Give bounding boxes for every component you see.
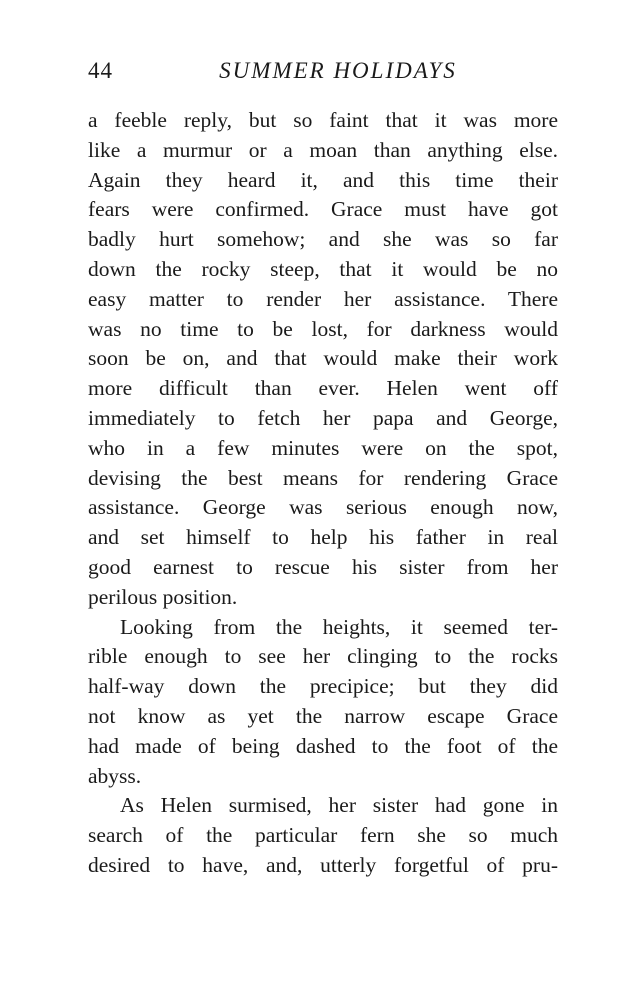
- text-line: fears were confirmed. Grace must have got: [88, 197, 558, 222]
- text-line: good earnest to rescue his sister from her: [88, 554, 558, 579]
- running-head: SUMMER HOLIDAYS: [219, 58, 457, 83]
- text-line: abyss.: [88, 763, 142, 788]
- text-line: not know as yet the narrow escape Grace: [88, 703, 558, 728]
- text-line: Looking from the heights, it seemed ter-: [120, 614, 558, 639]
- text-line: half-way down the precipice; but they did: [88, 674, 558, 699]
- text-line: rible enough to see her clinging to the rocks: [88, 644, 558, 669]
- text-line: devising the best means for rendering Grace: [88, 465, 558, 490]
- text-line: who in a few minutes were on the spot,: [88, 435, 558, 460]
- text-line: easy matter to render her assistance. There: [88, 286, 558, 311]
- text-line: Again they heard it, and this time their: [88, 167, 558, 192]
- text-line: was no time to be lost, for darkness would: [88, 316, 558, 341]
- page-header: [88, 58, 558, 92]
- text-line: As Helen surmised, her sister had gone in: [120, 793, 558, 818]
- text-line: and set himself to help his father in real: [88, 525, 558, 550]
- text-line: desired to have, and, utterly forgetful of pru-: [88, 852, 558, 877]
- page-number: 44: [88, 58, 113, 83]
- text-line: immediately to fetch her papa and George,: [88, 405, 558, 430]
- text-line: search of the particular fern she so much: [88, 823, 558, 848]
- text-line: perilous position.: [88, 584, 238, 609]
- text-line: more difficult than ever. Helen went off: [88, 376, 558, 401]
- text-line: a feeble reply, but so faint that it was more: [88, 108, 558, 132]
- text-line: assistance. George was serious enough now,: [88, 495, 558, 520]
- paragraph: [88, 106, 558, 613]
- paragraph: [88, 791, 558, 880]
- text-line: down the rocky steep, that it would be no: [88, 256, 558, 281]
- text-line: badly hurt somehow; and she was so far: [88, 227, 558, 252]
- text-line: had made of being dashed to the foot of the: [88, 733, 558, 758]
- text-line: soon be on, and that would make their work: [88, 346, 558, 371]
- body-text: [88, 106, 558, 881]
- text-line: like a murmur or a moan than anything else.: [88, 137, 558, 162]
- paragraph: [88, 613, 558, 792]
